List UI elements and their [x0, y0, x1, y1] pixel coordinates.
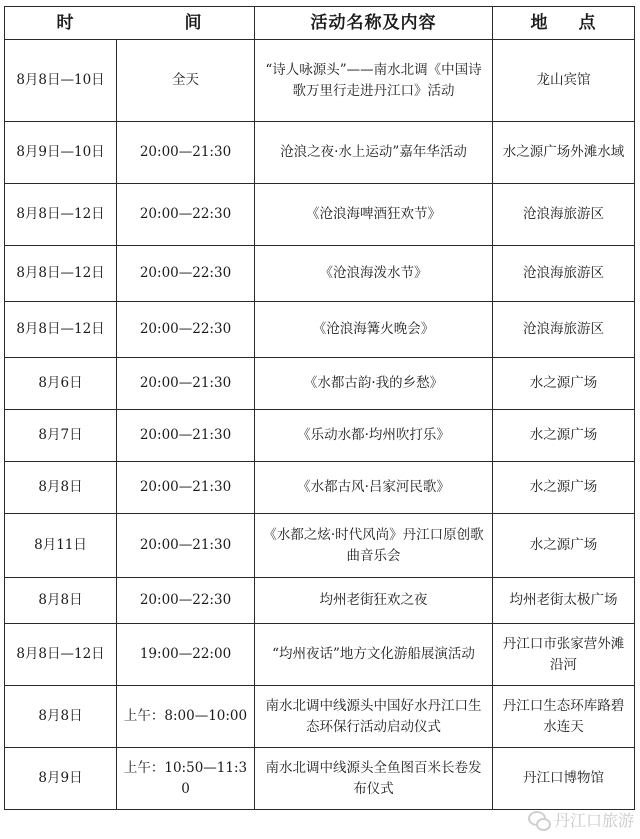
row-time: 上午：10:50—11:30 — [117, 748, 255, 810]
table-row — [5, 624, 635, 686]
wechat-icon — [528, 811, 550, 829]
header-time-char-1: 时 — [56, 12, 75, 33]
row-time: 20:00—21:30 — [117, 358, 255, 410]
header-venue-char-2: 点 — [578, 12, 597, 33]
row-time: 全天 — [117, 40, 255, 122]
row-date: 8月8日—10日 — [5, 40, 117, 122]
row-time: 20:00—22:30 — [117, 246, 255, 302]
row-date: 8月9日 — [5, 748, 117, 810]
row-venue: 沧浪海旅游区 — [493, 184, 635, 246]
table-row — [5, 514, 635, 578]
row-activity: 《沧浪海泼水节》 — [255, 246, 493, 302]
row-activity: 沧浪之夜·水上运动”嘉年华活动 — [255, 122, 493, 184]
row-time: 20:00—21:30 — [117, 514, 255, 578]
row-date: 8月8日—12日 — [5, 246, 117, 302]
header-time-char-2: 间 — [184, 12, 203, 33]
row-venue: 水之源广场 — [493, 358, 635, 410]
row-venue: 丹江口生态环库路碧水连天 — [493, 686, 635, 748]
table-row — [5, 578, 635, 624]
row-date: 8月8日 — [5, 686, 117, 748]
header-activity: 活动名称及内容 — [255, 7, 493, 40]
table-row — [5, 184, 635, 246]
row-time: 20:00—21:30 — [117, 462, 255, 514]
row-venue: 水之源广场 — [493, 514, 635, 578]
row-venue: 沧浪海旅游区 — [493, 302, 635, 358]
row-date: 8月8日—12日 — [5, 302, 117, 358]
row-activity: 《水都古韵·我的乡愁》 — [255, 358, 493, 410]
watermark-text: 丹江口旅游 — [553, 811, 634, 830]
table-row — [5, 358, 635, 410]
header-row — [5, 7, 635, 40]
row-date: 8月11日 — [5, 514, 117, 578]
row-venue: 水之源广场 — [493, 462, 635, 514]
header-venue — [493, 7, 635, 40]
row-venue: 水之源广场 — [493, 410, 635, 462]
row-venue: 沧浪海旅游区 — [493, 246, 635, 302]
header-venue-char-1: 地 — [530, 12, 549, 33]
row-date: 8月8日 — [5, 462, 117, 514]
row-activity: “诗人咏源头”——南水北调《中国诗歌万里行走进丹江口》活动 — [255, 40, 493, 122]
header-time — [5, 7, 255, 40]
row-time: 19:00—22:00 — [117, 624, 255, 686]
row-venue: 龙山宾馆 — [493, 40, 635, 122]
table-row — [5, 686, 635, 748]
row-time: 20:00—22:30 — [117, 302, 255, 358]
row-date: 8月7日 — [5, 410, 117, 462]
activity-schedule-table — [4, 6, 635, 810]
watermark — [528, 808, 634, 831]
row-date: 8月9日—10日 — [5, 122, 117, 184]
row-activity: “均州夜话”地方文化游船展演活动 — [255, 624, 493, 686]
row-date: 8月6日 — [5, 358, 117, 410]
row-activity: 《水都古风·吕家河民歌》 — [255, 462, 493, 514]
table-row — [5, 40, 635, 122]
row-date: 8月8日—12日 — [5, 184, 117, 246]
row-time: 20:00—22:30 — [117, 578, 255, 624]
row-activity: 南水北调中线源头中国好水丹江口生态环保行活动启动仪式 — [255, 686, 493, 748]
table-row — [5, 122, 635, 184]
row-date: 8月8日—12日 — [5, 624, 117, 686]
row-time: 20:00—22:30 — [117, 184, 255, 246]
row-activity: 均州老街狂欢之夜 — [255, 578, 493, 624]
row-venue: 水之源广场外滩水域 — [493, 122, 635, 184]
row-time: 上午：8:00—10:00 — [117, 686, 255, 748]
row-venue: 均州老街太极广场 — [493, 578, 635, 624]
row-venue: 丹江口博物馆 — [493, 748, 635, 810]
row-activity: 《乐动水都·均州吹打乐》 — [255, 410, 493, 462]
table-row — [5, 748, 635, 810]
row-activity: 《沧浪海篝火晚会》 — [255, 302, 493, 358]
row-activity: 《水都之炫·时代风尚》丹江口原创歌曲音乐会 — [255, 514, 493, 578]
table-row — [5, 246, 635, 302]
table-row — [5, 410, 635, 462]
row-activity: 《沧浪海啤酒狂欢节》 — [255, 184, 493, 246]
row-venue: 丹江口市张家营外滩沿河 — [493, 624, 635, 686]
table-row — [5, 302, 635, 358]
row-date: 8月8日 — [5, 578, 117, 624]
table-row — [5, 462, 635, 514]
row-time: 20:00—21:30 — [117, 410, 255, 462]
row-activity: 南水北调中线源头全鱼图百米长卷发布仪式 — [255, 748, 493, 810]
row-time: 20:00—21:30 — [117, 122, 255, 184]
